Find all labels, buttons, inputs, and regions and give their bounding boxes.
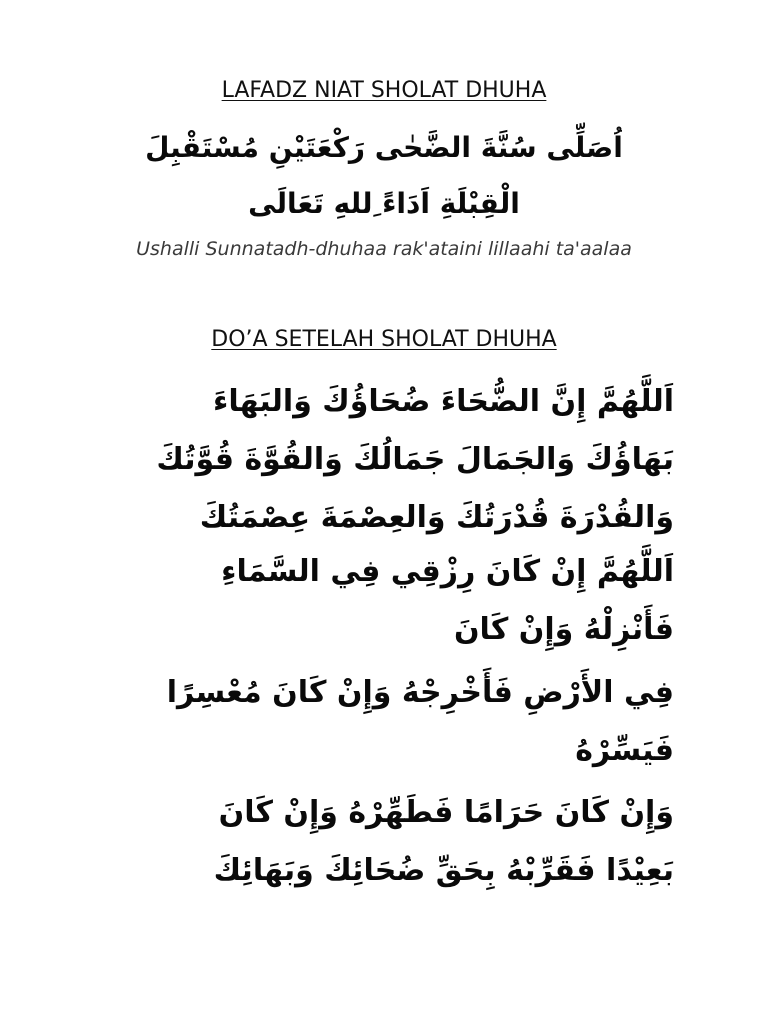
niat-transliteration: Ushalli Sunnatadh-dhuhaa rak'ataini lillaahi ta'aalaa (136, 238, 632, 260)
doa-line: اَللَّهُمَّ إِنْ كَانَ رِزْقِي فِي السَّمَاءِ (221, 554, 674, 589)
niat-heading: LAFADZ NIAT SHOLAT DHUHA (221, 78, 547, 103)
doa-paragraph-4 (94, 784, 674, 900)
niat-arabic-line-2: الْقِبْلَةِ اَدَاءً ِللهِ تَعَالَى (248, 187, 520, 220)
niat-arabic-text (100, 120, 668, 232)
doa-line: فَيَسِّرْهُ (575, 733, 674, 768)
doa-line: بَعِيْدًا فَقَرِّبْهُ بِحَقِّ ضُحَائِكَ وَبَهَائِكَ (213, 853, 674, 888)
doa-line: فِي الأَرْضِ فَأَخْرِجْهُ وَإِنْ كَانَ مُعْسِرًا (166, 675, 674, 710)
doa-line: اَللَّهُمَّ إِنَّ الضُّحَاءَ ضُحَاؤُكَ وَالبَهَاءَ (213, 384, 674, 419)
doa-line: فَأَنْزِلْهُ وَإِنْ كَانَ (453, 612, 674, 647)
doa-line: وَإِنْ كَانَ حَرَامًا فَطَهِّرْهُ وَإِنْ كَانَ (218, 795, 674, 830)
doa-paragraph-1 (94, 373, 674, 547)
doa-line: بَهَاؤُكَ وَالجَمَالَ جَمَالُكَ وَالقُوَّةَ قُوَّتُكَ (156, 442, 674, 477)
doa-paragraph-2 (94, 543, 674, 659)
niat-arabic-line-1: اُصَلِّى سُنَّةَ الضَّحٰى رَكْعَتَيْنِ مُسْتَقْبِلَ (145, 131, 623, 164)
doa-paragraph-3 (94, 664, 674, 780)
doa-heading: DO’A SETELAH SHOLAT DHUHA (211, 327, 557, 352)
doa-line: وَالقُدْرَةَ قُدْرَتُكَ وَالعِصْمَةَ عِصْمَتُكَ (199, 500, 674, 535)
